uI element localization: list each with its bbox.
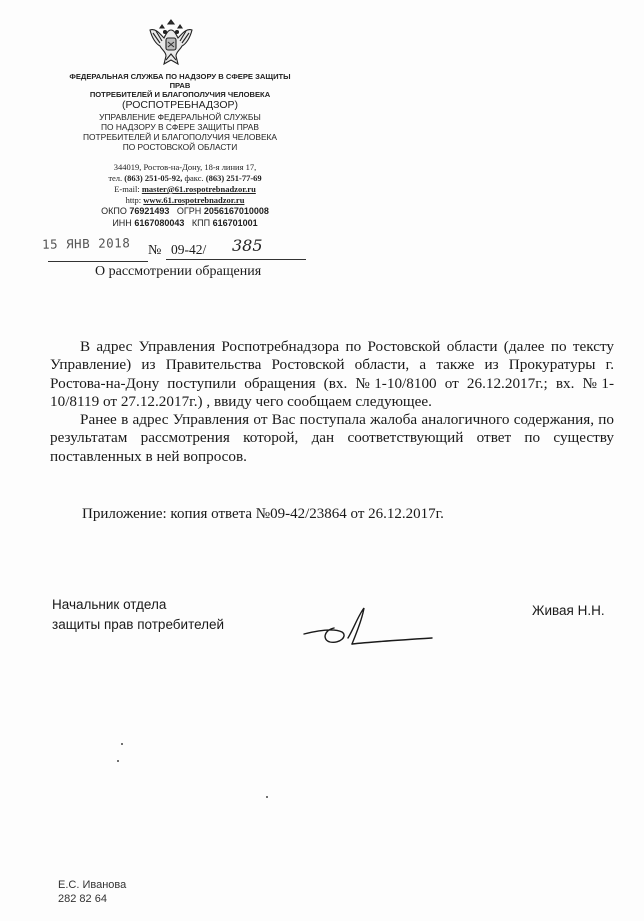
appendix-note: Приложение: копия ответа №09-42/23864 от 26.12.2017г. (82, 506, 444, 522)
outgoing-number: 09-42/ (171, 242, 207, 257)
letter-subject: О рассмотрении обращения (95, 264, 262, 279)
fax-number: (863) 251-77-69 (205, 173, 262, 183)
coat-of-arms-emblem (146, 16, 196, 68)
executor-phone: 282 82 64 (58, 893, 107, 905)
agency-name-line2: ПРАВ (169, 81, 191, 90)
outgoing-number-handwritten: 385 (232, 236, 263, 255)
number-underline (166, 259, 306, 260)
office-name-line4: ПО РОСТОВСКОЙ ОБЛАСТИ (122, 142, 238, 152)
scan-speck (117, 760, 119, 762)
inn-value: 6167080043 (134, 218, 185, 228)
date-underline (48, 261, 148, 262)
ogrn-value: 2056167010008 (203, 206, 269, 216)
okpo-ogrn-codes: ОКПО 76921493 ОГРН 2056167010008 (101, 206, 269, 216)
signatory-position-line1: Начальник отдела (52, 597, 167, 612)
handwritten-signature (300, 604, 440, 650)
office-name-line2: ПО НАДЗОРУ В СФЕРЕ ЗАЩИТЫ ПРАВ (101, 122, 259, 132)
registration-date-stamp: 15 ЯНВ 2018 (41, 235, 131, 252)
okpo-value: 76921493 (129, 206, 170, 216)
office-name-line1: УПРАВЛЕНИЕ ФЕДЕРАЛЬНОЙ СЛУЖБЫ (99, 112, 261, 122)
office-name-line3: ПОТРЕБИТЕЛЕЙ И БЛАГОПОЛУЧИЯ ЧЕЛОВЕКА (82, 132, 278, 142)
signatory-position-line2: защиты прав потребителей (52, 617, 225, 632)
agency-abbreviation: (РОСПОТРЕБНАДЗОР) (122, 99, 238, 111)
executor-info (58, 878, 126, 906)
agency-name-line1: ФЕДЕРАЛЬНАЯ СЛУЖБА ПО НАДЗОРУ В СФЕРЕ ЗАЩИТЫ (69, 72, 291, 81)
number-sign: № (148, 243, 162, 258)
email-link[interactable]: master@61.rospotrebnadzor.ru (141, 184, 256, 194)
signatory-name: Живая Н.Н. (532, 603, 605, 618)
office-phones: тел. (863) 251-05-92, факс. (863) 251-77-69 (108, 173, 262, 183)
executor-name: Е.С. Иванова (58, 879, 127, 891)
scan-speck (121, 743, 123, 745)
kpp-value: 616701001 (212, 218, 258, 228)
office-address: 344019, Ростов-на-Дону, 18-я линия 17, (113, 162, 257, 172)
inn-kpp-codes: ИНН 6167080043 КПП 616701001 (112, 218, 258, 228)
website-link[interactable]: www.61.rospotrebnadzor.ru (143, 195, 245, 205)
body-paragraph-1: В адрес Управления Роспотребнадзора по Ростовской области (далее по тексту Управление) из Правительства Ростовской области, а также из Прокуратуры г. Ростова-на-Дону поступили обращения (вх. №1-10/8100 от 26.12.2017г.; вх. №1-10/8119 от 27.12.2017г.) , ввиду чего сообщаем следующее. (50, 338, 614, 411)
scan-speck (266, 796, 268, 798)
body-paragraph-2: Ранее в адрес Управления от Вас поступала жалоба аналогичного содержания, по результатам рассмотрения которой, дан соответствующий ответ по существу поставленных в ней вопросов. (50, 411, 614, 465)
office-email: E-mail: master@61.rospotrebnadzor.ru (114, 184, 256, 194)
agency-name-line3: ПОТРЕБИТЕЛЕЙ И БЛАГОПОЛУЧИЯ ЧЕЛОВЕКА (89, 90, 271, 99)
signatory-position (52, 595, 224, 635)
phone-number: (863) 251-05-92, (124, 173, 183, 183)
office-website: http: www.61.rospotrebnadzor.ru (125, 195, 245, 205)
